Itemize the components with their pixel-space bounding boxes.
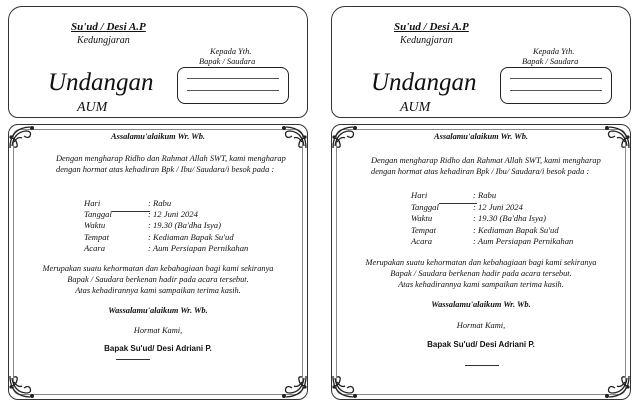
detail-label-date: Tanggal bbox=[84, 209, 112, 219]
address-line bbox=[510, 90, 602, 91]
sender-city: Kedungjaran bbox=[77, 35, 130, 46]
regards: Hormat Kami, bbox=[133, 326, 183, 335]
address-box bbox=[177, 67, 289, 104]
corner-ornament-icon bbox=[278, 374, 308, 400]
signature-name: Bapak Su'ud/ Desi Adriani P. bbox=[427, 340, 535, 349]
invitation-subtitle: AUM bbox=[400, 100, 431, 115]
detail-value-event: : Aum Persiapan Pernikahan bbox=[473, 236, 574, 246]
wassalam: Wassalamu'alaikum Wr. Wb. bbox=[431, 300, 531, 309]
closing-line1: Merupakan suatu kehormatan dan kebahagiaan bagi kami sekiranya bbox=[365, 258, 597, 267]
signature-name: Bapak Su'ud/ Desi Adriani P. bbox=[104, 344, 212, 353]
sender-name: Su'ud / Desi A.P bbox=[71, 21, 146, 33]
detail-value-day: : Rabu bbox=[473, 190, 497, 200]
closing-line2: Bapak / Saudara berkenan hadir pada acara tersebut. bbox=[390, 269, 572, 278]
detail-value-day: : Rabu bbox=[148, 198, 172, 208]
sender-city: Kedungjaran bbox=[400, 35, 453, 46]
greeting: Assalamu'alaikum Wr. Wb. bbox=[110, 132, 206, 141]
sender-name: Su'ud / Desi A.P bbox=[394, 21, 469, 33]
detail-value-date: : 12 Juni 2024 bbox=[473, 202, 523, 212]
recipient-line1: Kepada Yth. bbox=[533, 47, 575, 56]
greeting: Assalamu'alaikum Wr. Wb. bbox=[433, 132, 529, 141]
intro-line2: dengan hormat atas kehadiran Bpk / Ibu/ Saudara/i besok pada : bbox=[371, 167, 590, 176]
detail-value-place: : Kediaman Bapak Su'ud bbox=[148, 232, 234, 242]
regards: Hormat Kami, bbox=[456, 321, 506, 330]
detail-label-time: Waktu bbox=[84, 220, 106, 230]
address-box bbox=[500, 67, 612, 104]
intro-line1: Dengan mengharap Ridho dan Rahmat Allah SWT, kami mengharap bbox=[371, 156, 601, 165]
intro-line1: Dengan mengharap Ridho dan Rahmat Allah SWT, kami mengharap bbox=[56, 154, 286, 163]
closing-line2: Bapak / Saudara berkenan hadir pada acara tersebut. bbox=[67, 275, 249, 284]
intro-line2: dengan hormat atas kehadiran Bpk / Ibu/ Saudara/i besok pada : bbox=[56, 165, 275, 174]
corner-ornament-icon bbox=[331, 374, 361, 400]
recipient-line2: Bapak / Saudara bbox=[199, 57, 256, 66]
detail-label-place: Tempat bbox=[84, 232, 109, 242]
invitation-card-left bbox=[8, 6, 308, 400]
detail-label-place: Tempat bbox=[411, 225, 436, 235]
corner-ornament-icon bbox=[8, 374, 38, 400]
signature-line bbox=[116, 359, 150, 360]
detail-underline bbox=[439, 203, 477, 204]
detail-label-date: Tanggal bbox=[411, 202, 439, 212]
detail-label-day: Hari bbox=[84, 198, 101, 208]
recipient-line2: Bapak / Saudara bbox=[522, 57, 579, 66]
address-line bbox=[187, 90, 279, 91]
closing-line3: Atas kehadirannya kami sampaikan terima kasih. bbox=[75, 286, 241, 295]
invitation-title: Undangan bbox=[371, 69, 477, 96]
detail-label-time: Waktu bbox=[411, 213, 433, 223]
detail-value-event: : Aum Persiapan Pernikahan bbox=[148, 243, 249, 253]
address-line bbox=[510, 78, 602, 79]
signature-line bbox=[465, 365, 499, 366]
wassalam: Wassalamu'alaikum Wr. Wb. bbox=[108, 306, 208, 315]
envelope-header bbox=[8, 6, 308, 118]
corner-ornament-icon bbox=[601, 374, 631, 400]
detail-underline bbox=[112, 211, 150, 212]
detail-label-day: Hari bbox=[411, 190, 428, 200]
invitation-subtitle: AUM bbox=[77, 100, 108, 115]
detail-value-date: : 12 Juni 2024 bbox=[148, 209, 198, 219]
detail-value-time: : 19.30 (Ba'dha Isya) bbox=[148, 220, 221, 230]
address-line bbox=[187, 78, 279, 79]
detail-label-event: Acara bbox=[411, 236, 433, 246]
recipient-line1: Kepada Yth. bbox=[210, 47, 252, 56]
detail-value-place: : Kediaman Bapak Su'ud bbox=[473, 225, 559, 235]
detail-value-time: : 19.30 (Ba'dha Isya) bbox=[473, 213, 546, 223]
detail-label-event: Acara bbox=[84, 243, 106, 253]
invitation-title: Undangan bbox=[48, 69, 154, 96]
invitation-card-right bbox=[331, 6, 631, 400]
closing-line1: Merupakan suatu kehormatan dan kebahagiaan bagi kami sekiranya bbox=[42, 264, 274, 273]
closing-line3: Atas kehadirannya kami sampaikan terima kasih. bbox=[398, 280, 564, 289]
envelope-header bbox=[331, 6, 631, 118]
